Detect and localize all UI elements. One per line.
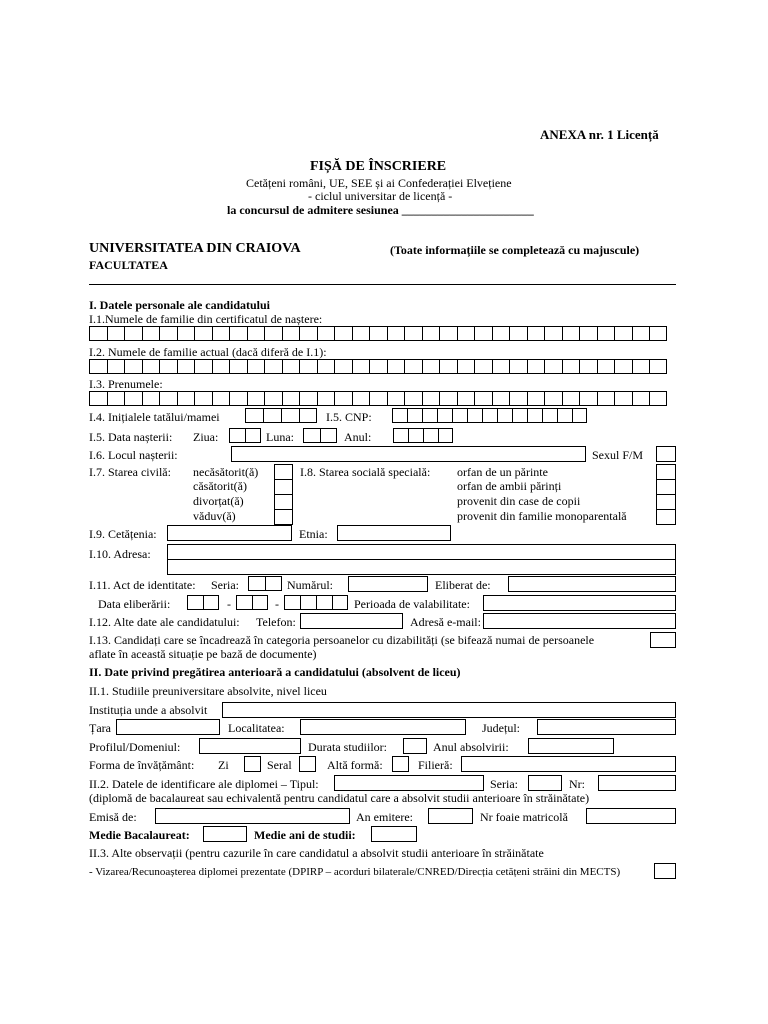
diploma-series-input[interactable] (528, 775, 562, 791)
form-day-checkbox[interactable] (244, 756, 261, 772)
other-data-label: I.12. Alte date ale candidatului: (89, 615, 240, 629)
social-checkbox[interactable] (656, 509, 676, 525)
form-evening-checkbox[interactable] (299, 756, 316, 772)
char-cell[interactable] (245, 428, 261, 443)
char-cell[interactable] (632, 359, 650, 374)
birth-date-label: I.5. Data nașterii: (89, 430, 173, 444)
char-cell[interactable] (142, 391, 160, 406)
citizenship-label: I.9. Cetățenia: (89, 527, 157, 541)
diploma-issuer-input[interactable] (155, 808, 350, 824)
char-cell[interactable] (299, 408, 317, 423)
char-cell[interactable] (107, 359, 125, 374)
social-checkbox[interactable] (656, 479, 676, 495)
char-cell[interactable] (334, 326, 352, 341)
char-cell[interactable] (317, 326, 335, 341)
char-cell[interactable] (247, 391, 265, 406)
section-1-title: I. Datele personale ale candidatului (89, 298, 271, 312)
month-label: Luna: (266, 430, 294, 444)
id-number-input[interactable] (348, 576, 428, 592)
diploma-number-input[interactable] (598, 775, 676, 791)
char-cell[interactable] (387, 326, 405, 341)
char-cell[interactable] (320, 428, 337, 443)
sex-label: Sexul F/M (592, 448, 644, 462)
study-average-input[interactable] (371, 826, 417, 842)
char-cell[interactable] (142, 326, 160, 341)
char-cell[interactable] (352, 359, 370, 374)
birth-surname-grid[interactable] (89, 326, 667, 341)
char-cell[interactable] (562, 391, 580, 406)
parent-initials-grid[interactable] (245, 408, 317, 423)
char-cell[interactable] (632, 326, 650, 341)
char-cell[interactable] (579, 326, 597, 341)
profile-label: Profilul/Domeniul: (89, 740, 181, 754)
char-cell[interactable] (422, 408, 437, 423)
char-cell[interactable] (124, 359, 142, 374)
phone-label: Telefon: (256, 615, 296, 629)
form-other-checkbox[interactable] (392, 756, 409, 772)
char-cell[interactable] (572, 408, 587, 423)
validity-input[interactable] (483, 595, 676, 611)
id-series-label: Seria: (211, 578, 239, 592)
char-cell[interactable] (404, 359, 422, 374)
char-cell[interactable] (438, 428, 453, 443)
char-cell[interactable] (597, 326, 615, 341)
char-cell[interactable] (439, 391, 457, 406)
bac-average-input[interactable] (203, 826, 247, 842)
char-cell[interactable] (649, 391, 667, 406)
char-cell[interactable] (392, 408, 407, 423)
char-cell[interactable] (212, 391, 230, 406)
first-name-grid[interactable] (89, 391, 667, 406)
date-separator: - (227, 597, 231, 611)
char-cell[interactable] (482, 408, 497, 423)
char-cell[interactable] (579, 359, 597, 374)
faculty-label: FACULTATEA (89, 258, 168, 272)
char-cell[interactable] (512, 408, 527, 423)
year-label: Anul: (344, 430, 372, 444)
issue-month-grid[interactable] (236, 595, 268, 610)
char-cell[interactable] (352, 391, 370, 406)
county-label: Județul: (482, 721, 520, 735)
char-cell[interactable] (159, 326, 177, 341)
issued-by-input[interactable] (508, 576, 676, 592)
birth-year-grid[interactable] (393, 428, 453, 443)
university-name: UNIVERSITATEA DIN CRAIOVA (89, 241, 301, 256)
char-cell[interactable] (649, 359, 667, 374)
uppercase-note: (Toate informațiile se completează cu majuscule) (390, 243, 640, 257)
social-status-label: I.8. Starea socială specială: (300, 465, 431, 479)
char-cell[interactable] (492, 359, 510, 374)
char-cell[interactable] (247, 359, 265, 374)
birthplace-input[interactable] (231, 446, 586, 462)
char-cell[interactable] (334, 391, 352, 406)
citizenship-input[interactable] (167, 525, 292, 541)
institution-label: Instituția unde a absolvit (89, 703, 208, 717)
char-cell[interactable] (229, 391, 247, 406)
char-cell[interactable] (159, 391, 177, 406)
issue-year-grid[interactable] (284, 595, 348, 610)
char-cell[interactable] (457, 359, 475, 374)
address-input-line2[interactable] (167, 559, 676, 575)
char-cell[interactable] (264, 359, 282, 374)
char-cell[interactable] (439, 326, 457, 341)
char-cell[interactable] (317, 359, 335, 374)
subtitle-session: la concursul de admitere sesiunea ______________________ (227, 203, 534, 217)
char-cell[interactable] (89, 391, 107, 406)
issue-date-label: Data eliberării: (98, 597, 171, 611)
char-cell[interactable] (562, 359, 580, 374)
profile-input[interactable] (199, 738, 301, 754)
char-cell[interactable] (597, 359, 615, 374)
char-cell[interactable] (282, 391, 300, 406)
char-cell[interactable] (124, 326, 142, 341)
char-cell[interactable] (316, 595, 332, 610)
char-cell[interactable] (212, 359, 230, 374)
issue-year-input[interactable] (428, 808, 473, 824)
header-divider (89, 284, 676, 285)
char-cell[interactable] (393, 428, 408, 443)
diploma-number-label: Nr: (569, 777, 585, 791)
char-cell[interactable] (597, 391, 615, 406)
email-input[interactable] (483, 613, 676, 629)
char-cell[interactable] (527, 359, 545, 374)
char-cell[interactable] (299, 391, 317, 406)
char-cell[interactable] (229, 359, 247, 374)
diploma-note: (diplomă de bacalaureat sau echivalentă pentru candidatul care a absolvit studii anterioare în străinătate) (89, 791, 590, 805)
char-cell[interactable] (107, 326, 125, 341)
char-cell[interactable] (194, 326, 212, 341)
char-cell[interactable] (422, 359, 440, 374)
birthplace-label: I.6. Locul nașterii: (89, 448, 178, 462)
parent-initials-label: I.4. Inițialele tatălui/mamei (89, 410, 220, 424)
char-cell[interactable] (437, 408, 452, 423)
graduation-year-input[interactable] (528, 738, 614, 754)
char-cell[interactable] (542, 408, 557, 423)
social-option: provenit din case de copii (457, 494, 581, 508)
char-cell[interactable] (497, 408, 512, 423)
char-cell[interactable] (387, 359, 405, 374)
current-surname-grid[interactable] (89, 359, 667, 374)
subtitle-citizens: Cetățeni români, UE, SEE și ai Confederației Elvețiene (246, 176, 512, 190)
disability-label-line2: aflate în această situație pe bază de documente) (89, 647, 317, 661)
char-cell[interactable] (281, 408, 299, 423)
char-cell[interactable] (212, 326, 230, 341)
institution-input[interactable] (222, 702, 676, 718)
char-cell[interactable] (457, 391, 475, 406)
char-cell[interactable] (369, 359, 387, 374)
char-cell[interactable] (544, 391, 562, 406)
civil-option: căsătorit(ă) (193, 479, 247, 493)
birth-surname-label: I.1.Numele de familie din certificatul de naștere: (89, 312, 323, 326)
char-cell[interactable] (284, 595, 300, 610)
char-cell[interactable] (245, 408, 263, 423)
transcript-number-input[interactable] (586, 808, 676, 824)
char-cell[interactable] (247, 326, 265, 341)
char-cell[interactable] (124, 391, 142, 406)
track-input[interactable] (461, 756, 676, 772)
char-cell[interactable] (544, 326, 562, 341)
char-cell[interactable] (177, 326, 195, 341)
char-cell[interactable] (527, 326, 545, 341)
id-series-grid[interactable] (248, 576, 282, 591)
cnp-label: I.5. CNP: (326, 410, 372, 424)
education-form-label: Forma de învățământ: (89, 758, 195, 772)
validity-label: Perioada de valabilitate: (354, 597, 470, 611)
issue-day-grid[interactable] (187, 595, 219, 610)
char-cell[interactable] (334, 359, 352, 374)
id-number-label: Numărul: (287, 578, 333, 592)
char-cell[interactable] (423, 428, 438, 443)
char-cell[interactable] (492, 326, 510, 341)
char-cell[interactable] (509, 359, 527, 374)
country-label: Țara (89, 721, 111, 735)
bac-average-label: Medie Bacalaureat: (89, 828, 190, 842)
char-cell[interactable] (474, 391, 492, 406)
diploma-series-label: Seria: (490, 777, 518, 791)
track-label: Filieră: (418, 758, 453, 772)
char-cell[interactable] (89, 326, 107, 341)
char-cell[interactable] (492, 391, 510, 406)
char-cell[interactable] (265, 576, 282, 591)
disability-label-line1: I.13. Candidați care se încadrează în categoria persoanelor cu dizabilități (se bifează numai de persoanele (89, 633, 595, 647)
char-cell[interactable] (404, 326, 422, 341)
locality-label: Localitatea: (228, 721, 285, 735)
date-separator: - (275, 597, 279, 611)
char-cell[interactable] (194, 391, 212, 406)
diploma-recognition-label: - Vizarea/Recunoașterea diplomei prezentate (DPIRP – acorduri bilaterale/CNRED/Direcția cetățeni străini din MECTS) (89, 866, 621, 878)
diploma-type-input[interactable] (334, 775, 484, 791)
subtitle-cycle: - ciclul universitar de licență - (308, 189, 453, 203)
char-cell[interactable] (282, 359, 300, 374)
transcript-number-label: Nr foaie matricolă (480, 810, 568, 824)
char-cell[interactable] (369, 391, 387, 406)
char-cell[interactable] (422, 326, 440, 341)
char-cell[interactable] (187, 595, 203, 610)
char-cell[interactable] (407, 408, 422, 423)
char-cell[interactable] (369, 326, 387, 341)
first-name-label: I.3. Prenumele: (89, 377, 163, 391)
char-cell[interactable] (300, 595, 316, 610)
char-cell[interactable] (614, 391, 632, 406)
county-input[interactable] (537, 719, 676, 735)
char-cell[interactable] (107, 391, 125, 406)
sex-input[interactable] (656, 446, 676, 462)
civil-checkbox[interactable] (274, 509, 293, 525)
civil-option: divorțat(ă) (193, 494, 244, 508)
social-checkbox[interactable] (656, 494, 676, 510)
social-option: orfan de ambii părinți (457, 479, 562, 493)
char-cell[interactable] (527, 391, 545, 406)
section-2-title: II. Date privind pregătirea anterioară a candidatului (absolvent de liceu) (89, 665, 461, 679)
char-cell[interactable] (408, 428, 423, 443)
char-cell[interactable] (632, 391, 650, 406)
char-cell[interactable] (614, 326, 632, 341)
char-cell[interactable] (159, 359, 177, 374)
char-cell[interactable] (264, 391, 282, 406)
char-cell[interactable] (557, 408, 572, 423)
char-cell[interactable] (452, 408, 467, 423)
char-cell[interactable] (562, 326, 580, 341)
char-cell[interactable] (299, 359, 317, 374)
address-label: I.10. Adresa: (89, 547, 151, 561)
annex-label: ANEXA nr. 1 Licență (540, 127, 659, 142)
issue-year-label: An emitere: (356, 810, 413, 824)
diploma-type-label: II.2. Datele de identificare ale diplomei – Tipul: (89, 777, 319, 791)
social-option: orfan de un părinte (457, 465, 548, 479)
id-document-label: I.11. Act de identitate: (89, 578, 196, 592)
civil-checkbox[interactable] (274, 494, 293, 510)
preuniversity-label: II.1. Studiile preuniversitare absolvite, nivel liceu (89, 684, 327, 698)
char-cell[interactable] (614, 359, 632, 374)
char-cell[interactable] (177, 391, 195, 406)
graduation-year-label: Anul absolvirii: (433, 740, 509, 754)
day-label: Ziua: (193, 430, 219, 444)
phone-input[interactable] (300, 613, 403, 629)
char-cell[interactable] (474, 326, 492, 341)
civil-checkbox[interactable] (274, 464, 293, 480)
country-input[interactable] (116, 719, 220, 735)
disability-checkbox[interactable] (650, 632, 676, 648)
char-cell[interactable] (89, 359, 107, 374)
char-cell[interactable] (317, 391, 335, 406)
email-label: Adresă e-mail: (410, 615, 481, 629)
current-surname-label: I.2. Numele de familie actual (dacă diferă de I.1): (89, 345, 327, 359)
char-cell[interactable] (527, 408, 542, 423)
ethnicity-label: Etnia: (299, 527, 328, 541)
char-cell[interactable] (194, 359, 212, 374)
social-checkbox[interactable] (656, 464, 676, 480)
civil-status-label: I.7. Starea civilă: (89, 465, 171, 479)
diploma-recognition-checkbox[interactable] (654, 863, 676, 879)
char-cell[interactable] (457, 326, 475, 341)
char-cell[interactable] (509, 326, 527, 341)
form-day-label: Zi (218, 758, 229, 772)
civil-option: necăsătorit(ă) (193, 465, 259, 479)
civil-option: văduv(ă) (193, 509, 236, 523)
char-cell[interactable] (203, 595, 219, 610)
char-cell[interactable] (248, 576, 265, 591)
char-cell[interactable] (177, 359, 195, 374)
form-title: FIȘĂ DE ÎNSCRIERE (310, 159, 447, 174)
form-other-label: Altă formă: (327, 758, 383, 772)
char-cell[interactable] (229, 428, 245, 443)
char-cell[interactable] (229, 326, 247, 341)
char-cell[interactable] (142, 359, 160, 374)
social-option: provenit din familie monoparentală (457, 509, 627, 523)
char-cell[interactable] (422, 391, 440, 406)
issued-by-label: Eliberat de: (435, 578, 491, 592)
char-cell[interactable] (649, 326, 667, 341)
study-average-label: Medie ani de studii: (254, 828, 356, 842)
char-cell[interactable] (387, 391, 405, 406)
char-cell[interactable] (332, 595, 348, 610)
char-cell[interactable] (544, 359, 562, 374)
char-cell[interactable] (303, 428, 320, 443)
char-cell[interactable] (439, 359, 457, 374)
char-cell[interactable] (579, 391, 597, 406)
other-remarks-label: II.3. Alte observații (pentru cazurile în care candidatul a absolvit studii anterioare în străinătate (89, 846, 544, 860)
ethnicity-input[interactable] (337, 525, 451, 541)
form-evening-label: Seral (267, 758, 292, 772)
char-cell[interactable] (282, 326, 300, 341)
char-cell[interactable] (236, 595, 252, 610)
locality-input[interactable] (300, 719, 466, 735)
char-cell[interactable] (509, 391, 527, 406)
civil-checkbox[interactable] (274, 479, 293, 495)
char-cell[interactable] (252, 595, 268, 610)
issued-by-diploma-label: Emisă de: (89, 810, 137, 824)
duration-label: Durata studiilor: (308, 740, 387, 754)
char-cell[interactable] (352, 326, 370, 341)
duration-input[interactable] (403, 738, 427, 754)
char-cell[interactable] (467, 408, 482, 423)
address-input-line1[interactable] (167, 544, 676, 560)
birth-month-grid[interactable] (303, 428, 337, 443)
char-cell[interactable] (263, 408, 281, 423)
cnp-grid[interactable] (392, 408, 587, 423)
char-cell[interactable] (299, 326, 317, 341)
char-cell[interactable] (404, 391, 422, 406)
char-cell[interactable] (474, 359, 492, 374)
birth-day-grid[interactable] (229, 428, 261, 443)
char-cell[interactable] (264, 326, 282, 341)
